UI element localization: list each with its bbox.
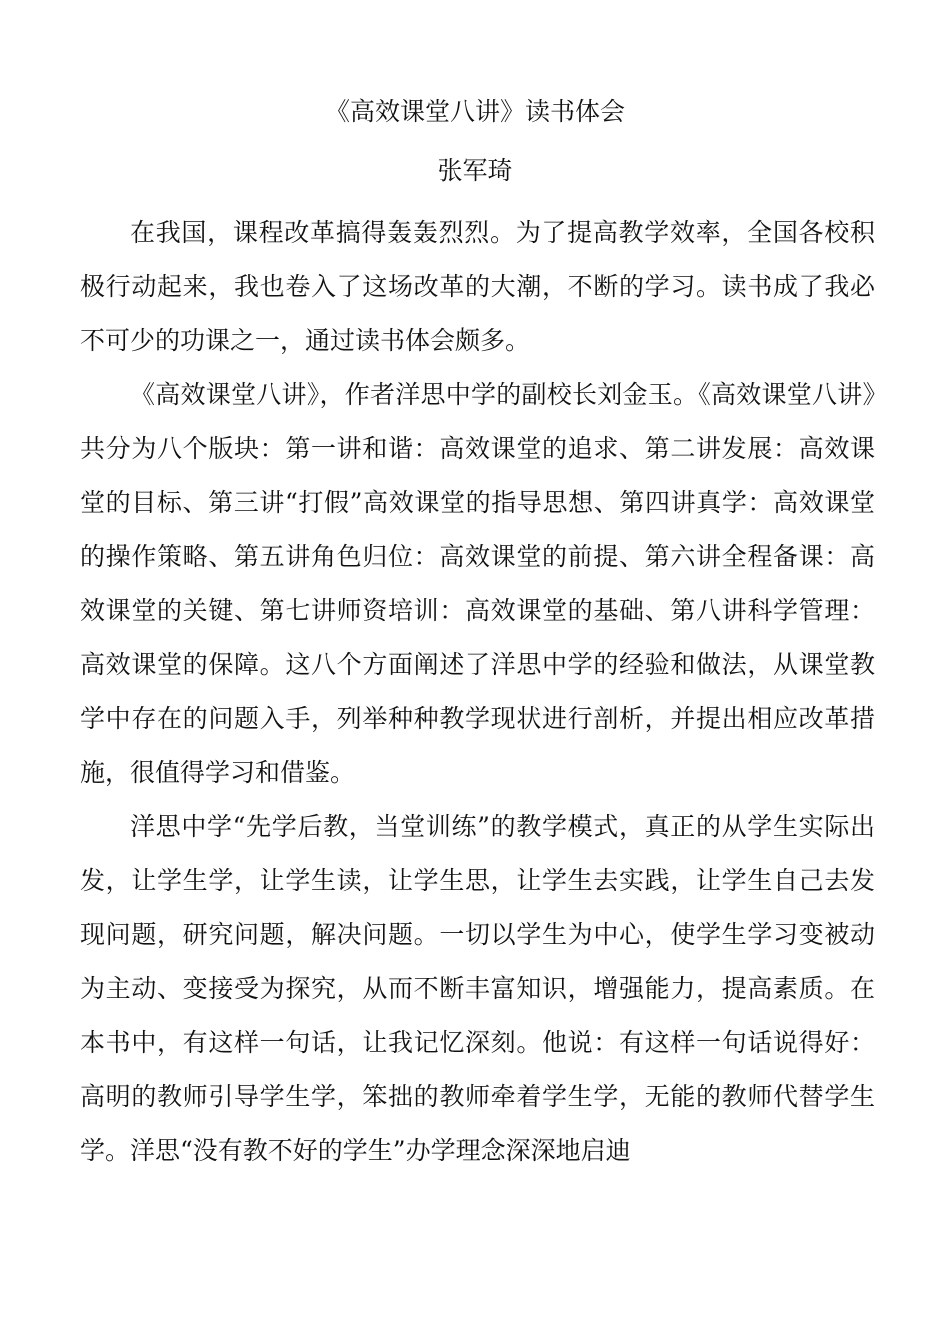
paragraph-3: 洋思中学“先学后教，当堂训练”的教学模式，真正的从学生实际出发，让学生学，让学生读，让学生思，让学生去实践，让学生自己去发现问题，研究问题，解决问题。一切以学生为中心，使学生学习变被动为主动、变接受为探究，从而不断丰富知识，增强能力，提高素质。在本书中，有这样一句话，让我记忆深刻。他说：有这样一句话说得好：高明的教师引导学生学，笨拙的教师牵着学生学，无能的教师代替学生学。洋思“没有教不好的学生”办学理念深深地启迪 bbox=[80, 812, 875, 1165]
document-title: 《高效课堂八讲》读书体会 bbox=[324, 97, 625, 126]
document-author: 张军琦 bbox=[437, 156, 513, 185]
document-body bbox=[80, 206, 875, 1178]
paragraph-1: 在我国，课程改革搞得轰轰烈烈。为了提高教学效率，全国各校积极行动起来，我也卷入了这场改革的大潮，不断的学习。读书成了我必不可少的功课之一，通过读书体会颇多。 bbox=[80, 218, 875, 355]
paragraph-2: 《高效课堂八讲》，作者洋思中学的副校长刘金玉。《高效课堂八讲》共分为八个版块：第一讲和谐：高效课堂的追求、第二讲发展：高效课堂的目标、第三讲“打假”高效课堂的指导思想、第四讲真学：高效课堂的操作策略、第五讲角色归位：高效课堂的前提、第六讲全程备课：高效课堂的关键、第七讲师资培训：高效课堂的基础、第八讲科学管理：高效课堂的保障。这八个方面阐述了洋思中学的经验和做法，从课堂教学中存在的问题入手，列举种种教学现状进行剖析，并提出相应改革措施，很值得学习和借鉴。 bbox=[80, 380, 875, 787]
